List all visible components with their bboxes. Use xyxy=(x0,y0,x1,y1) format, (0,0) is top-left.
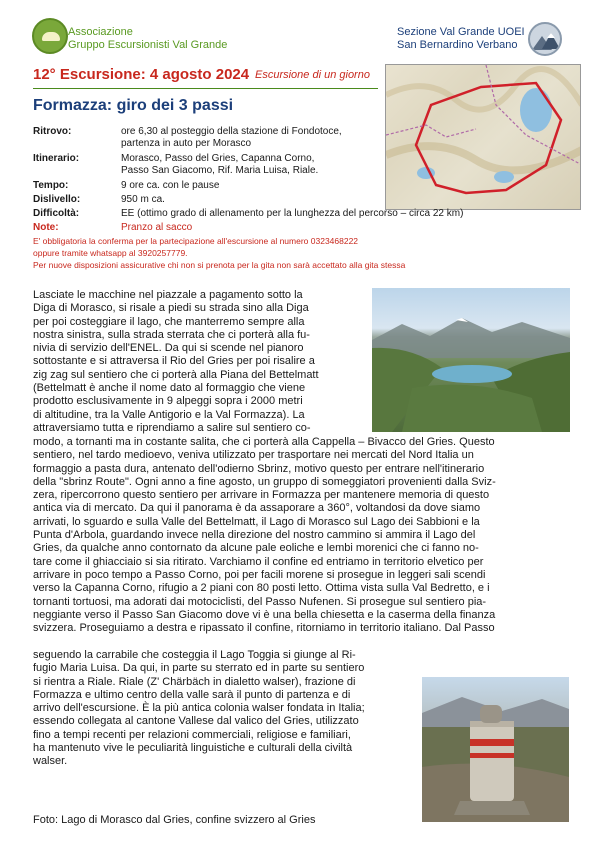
notice-line-1: E' obbligatoria la conferma per la partecipazione all'escursione al numero 0323468222 xyxy=(33,236,359,246)
body-line: arrivare in poco tempo a Passo Corno, poi per facili morene si prosegue in leggeri sali scendi xyxy=(33,568,486,581)
border-stone-photo xyxy=(422,677,569,822)
detail-value: ore 6,30 al posteggio della stazione di Fondotoce, partenza in auto per Morasco xyxy=(121,126,342,149)
detail-value: 950 m ca. xyxy=(121,194,165,205)
lake-morasco-photo xyxy=(372,288,570,432)
body-line: sentiero, nel tardo medioevo, veniva utilizzato per trasportare nei mercati del Nord Italia un xyxy=(33,449,474,462)
body-line: tornanti tortuosi, ma adorati dai motociclisti, del Passo Nufenen. Si prosegue sul sentiero pia- xyxy=(33,595,487,608)
detail-key: Tempo: xyxy=(33,180,69,191)
body-paragraph-3 xyxy=(33,649,416,769)
association-name xyxy=(68,26,227,52)
body-line: arrivo dell'escursione. È la più antica colonia walser fondata in Italia; xyxy=(33,702,365,715)
section-name xyxy=(397,26,525,52)
section-line-2: San Bernardino Verbano xyxy=(397,39,518,51)
body-line: arrivati, lo sguardo e sulla Valle del Bettelmatt, il Lago di Morasco sul Lago dei Sabbioni e la xyxy=(33,515,480,528)
association-line-1: Associazione xyxy=(68,26,133,38)
uoei-logo xyxy=(528,22,562,56)
body-line: seguendo la carrabile che costeggia il Lago Toggia si giunge al Ri- xyxy=(33,649,356,661)
association-line-2: Gruppo Escursionisti Val Grande xyxy=(68,39,228,51)
body-line: Punta d'Arbola, guardando invece nella direzione del nostro cammino si ammira il Lago del xyxy=(33,529,476,542)
detail-key: Difficoltà: xyxy=(33,208,80,219)
body-line: zera, ripercorrono questo sentiero per arrivare in Formazza per mantenere memoria di questo xyxy=(33,489,490,502)
body-line: neggiante verso il Passo San Giacomo dove vi è una bella chiesetta e la caserma della finanza xyxy=(33,608,496,621)
body-line: fugio Maria Luisa. Da qui, in parte su sterrato ed in parte su sentiero xyxy=(33,662,365,675)
body-paragraph-1 xyxy=(33,289,363,435)
body-line: di altitudine, tra la Valle Antigorio e la Val Formazza). La xyxy=(33,408,305,421)
body-line: zig zag sul sentiero che ci porterà alla Piana del Bettelmatt xyxy=(33,368,319,381)
detail-key: Note: xyxy=(33,222,59,233)
body-line: formaggio a pasta dura, antenato dell'odierno Sbrinz, motivo questo per entrare nell'itinerario xyxy=(33,462,485,475)
body-line: fino a tempi recenti per relazioni commerciali, religiose e familiari, xyxy=(33,728,351,741)
body-paragraph-2 xyxy=(33,436,570,635)
event-details xyxy=(33,126,573,246)
detail-key: Ritrovo: xyxy=(33,126,72,137)
body-line: essendo collegata al cantone Vallese dal valico del Gries, utilizzato xyxy=(33,715,359,728)
notice-line-2: oppure tramite whatsapp al 3920257779. xyxy=(33,248,188,258)
body-line: Formazza e ultimo centro della valle sarà il punto di partenza e di xyxy=(33,688,351,701)
body-line: della "sbrinz Route". Ogni anno a fine agosto, un gruppo di someggiatori provenienti dalla Sviz- xyxy=(33,475,496,488)
association-logo xyxy=(32,18,68,54)
detail-value: Pranzo al sacco xyxy=(121,222,193,233)
body-line: attraversiamo tutta e riprendiamo a salire sul sentiero co- xyxy=(33,421,311,434)
body-line: sottostante e si attraversa il Rio del Gries per poi risalire a xyxy=(33,355,315,368)
detail-value: Morasco, Passo del Gries, Capanna Corno, Passo San Giacomo, Rif. Maria Luisa, Riale. xyxy=(121,153,319,176)
event-type: Escursione di un giorno xyxy=(255,69,370,81)
detail-value: EE (ottimo grado di allenamento per la lunghezza del percorso – circa 22 km) xyxy=(121,208,464,219)
body-line: si rientra a Riale. Riale (Z' Chärbäch in dialetto walser), frazione di xyxy=(33,675,356,688)
divider xyxy=(33,88,378,89)
body-line: modo, a tornanti ma in costante salita, che ci porterà alla Cappella – Bivacco del Gries. Questo xyxy=(33,436,495,448)
body-line: Lasciate le macchine nel piazzale a pagamento sotto la xyxy=(33,289,303,301)
body-line: antica via di mercato. Da qui il panorama è da assaporare a 360°, voltandosi da dove siamo xyxy=(33,502,481,515)
body-line: (Bettelmatt è anche il nome dato al formaggio che viene xyxy=(33,382,306,395)
event-title: Formazza: giro dei 3 passi xyxy=(33,97,234,114)
body-line: tare come il ghiacciaio si sia ritirato. Varchiamo il confine ed entriamo in territorio elvetico per xyxy=(33,555,484,568)
body-line: ha mantenuto vive le peculiarità linguistiche e culturali della civiltà xyxy=(33,742,353,755)
body-line: prodotto esclusivamente in 9 alpeggi sopra i 2000 metri xyxy=(33,395,303,408)
body-line: Diga di Morasco, si risale a piedi su strada sino alla Diga xyxy=(33,302,309,315)
event-number-date: 12° Escursione: 4 agosto 2024 xyxy=(33,66,250,83)
body-line: per poi costeggiare il lago, che manterremo sempre alla xyxy=(33,315,305,328)
section-line-1: Sezione Val Grande UOEI xyxy=(397,26,525,38)
body-line: walser. xyxy=(33,755,68,768)
detail-key: Dislivello: xyxy=(33,194,81,205)
body-line: nivia di servizio dell'ENEL. Da qui si scende nel pianoro xyxy=(33,342,304,355)
body-line: Gries, da qualche anno contornato da alcune pale eoliche e lembi morenici che ci fanno no- xyxy=(33,542,479,555)
detail-value: 9 ore ca. con le pause xyxy=(121,180,220,191)
body-line: nostra sinistra, sulla strada sterrata che ci porterà alla fu- xyxy=(33,328,310,341)
booking-notice xyxy=(33,235,563,271)
body-line: svizzera. Proseguiamo a destra e ripassato il confine, ritorniamo in territorio italiano. Dal Passo xyxy=(33,622,495,635)
photo-caption: Foto: Lago di Morasco dal Gries, confine svizzero al Gries xyxy=(33,814,316,826)
notice-line-3: Per nuove disposizioni assicurative chi non si prenota per la gita non sarà accettato alla gita stessa xyxy=(33,260,406,270)
detail-key: Itinerario: xyxy=(33,153,80,164)
body-line: verso la Capanna Corno, rifugio a 2 piani con 80 posti letto. Ottima vista sulla Val Bedretto, e i xyxy=(33,582,490,595)
